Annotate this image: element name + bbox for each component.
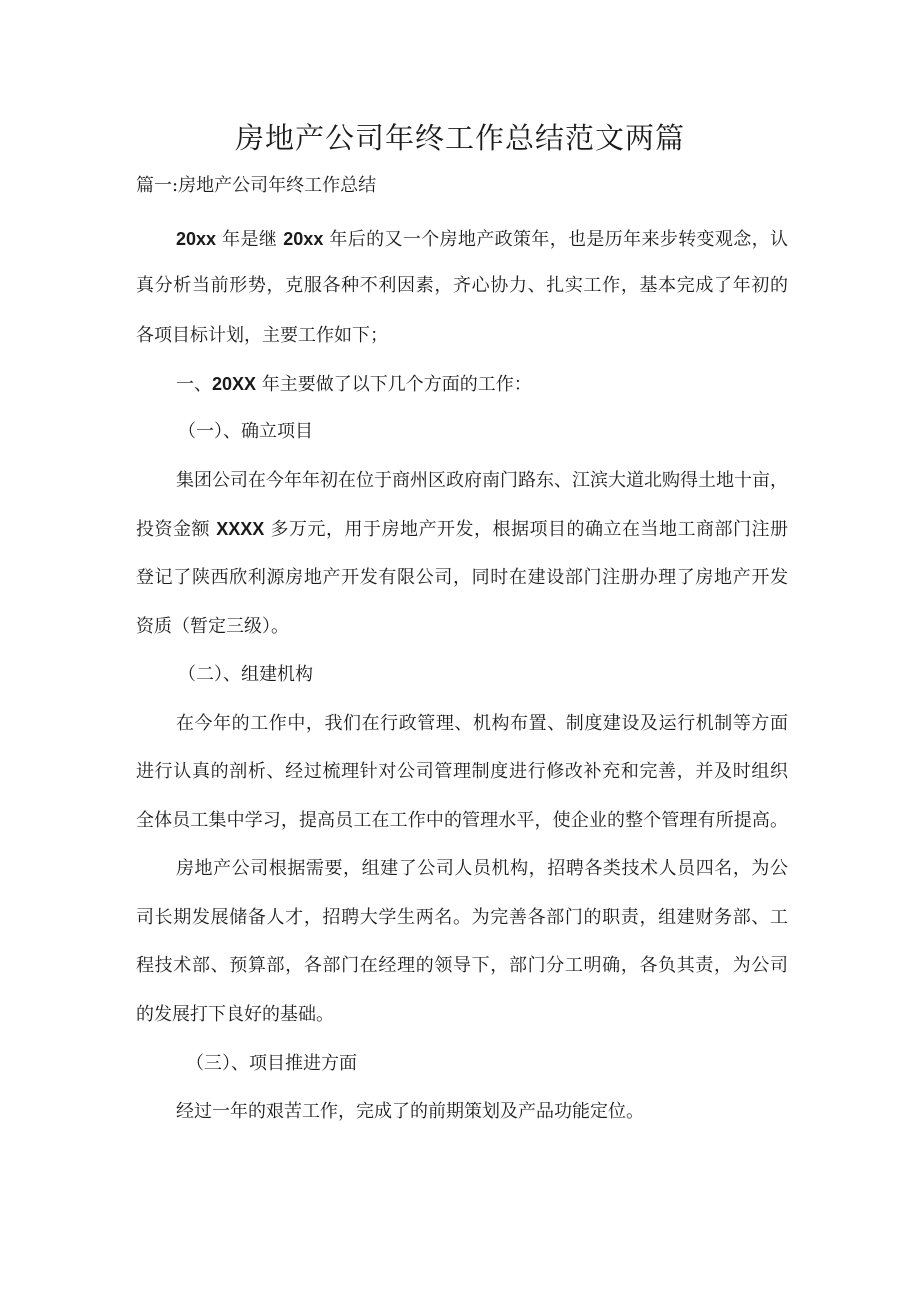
section-one-prefix: 一、	[176, 374, 212, 395]
document-title: 房地产公司年终工作总结范文两篇	[234, 121, 685, 155]
intro-line-1	[176, 225, 788, 254]
item1-line-2	[136, 515, 788, 544]
section-one-year: 20XX	[212, 374, 257, 394]
section-one-heading	[176, 370, 532, 399]
item2-p2-line-1: 房地产公司根据需要，组建了公司人员机构，招聘各类技术人员四名，为公	[176, 858, 788, 879]
item1-line-1: 集团公司在今年年初在位于商州区政府南门路东、江滨大道北购得土地十亩，	[176, 470, 788, 491]
item2-p1-line-3: 全体员工集中学习，提高员工在工作中的管理水平，使企业的整个管理有所提高。	[136, 810, 788, 831]
item1-line-4: 资质（暂定三级）。	[136, 616, 289, 637]
intro-line-3: 各项目标计划，主要工作如下；	[136, 325, 388, 346]
item1-text-fragment: 多万元，用于房地产开发，根据项目的确立在当地工商部门注册	[264, 519, 788, 540]
item2-heading: （二）、组建机构	[178, 664, 313, 685]
item2-p1-line-2: 进行认真的剖析、经过梳理针对公司管理制度进行修改补充和完善，并及时组织	[136, 761, 788, 782]
item2-p1-line-1: 在今年的工作中，我们在行政管理、机构布置、制度建设及运行机制等方面	[176, 713, 788, 734]
item2-p2-line-4: 的发展打下良好的基础。	[136, 1004, 334, 1025]
item3-line-1: 经过一年的艰苦工作，完成了的前期策划及产品功能定位。	[176, 1101, 644, 1122]
item2-p2-line-2: 司长期发展储备人才，招聘大学生两名。为完善各部门的职责，组建财务部、工	[136, 907, 788, 928]
item3-heading: （三）、项目推进方面	[186, 1053, 357, 1074]
investment-amount: XXXX	[216, 519, 265, 539]
item1-text-fragment: 投资金额	[136, 519, 217, 540]
intro-text-fragment: 年是继	[216, 229, 284, 250]
section-one-text: 年主要做了以下几个方面的工作：	[256, 374, 532, 395]
item2-p2-line-3: 程技术部、预算部，各部门在经理的领导下，部门分工明确，各负其责，为公司	[136, 955, 788, 976]
intro-line-2: 真分析当前形势，克服各种不利因素，齐心协力、扎实工作，基本完成了年初的	[136, 275, 788, 296]
year-text: 20xx	[176, 229, 217, 249]
intro-text-fragment: 年后的又一个房地产政策年，也是历年来步转变观念，认	[323, 229, 788, 250]
year-text: 20xx	[283, 229, 324, 249]
item1-line-3: 登记了陕西欣利源房地产开发有限公司，同时在建设部门注册办理了房地产开发	[136, 567, 788, 588]
item1-heading: （一）、确立项目	[178, 421, 313, 442]
part1-heading: 篇一:房地产公司年终工作总结	[136, 175, 377, 196]
